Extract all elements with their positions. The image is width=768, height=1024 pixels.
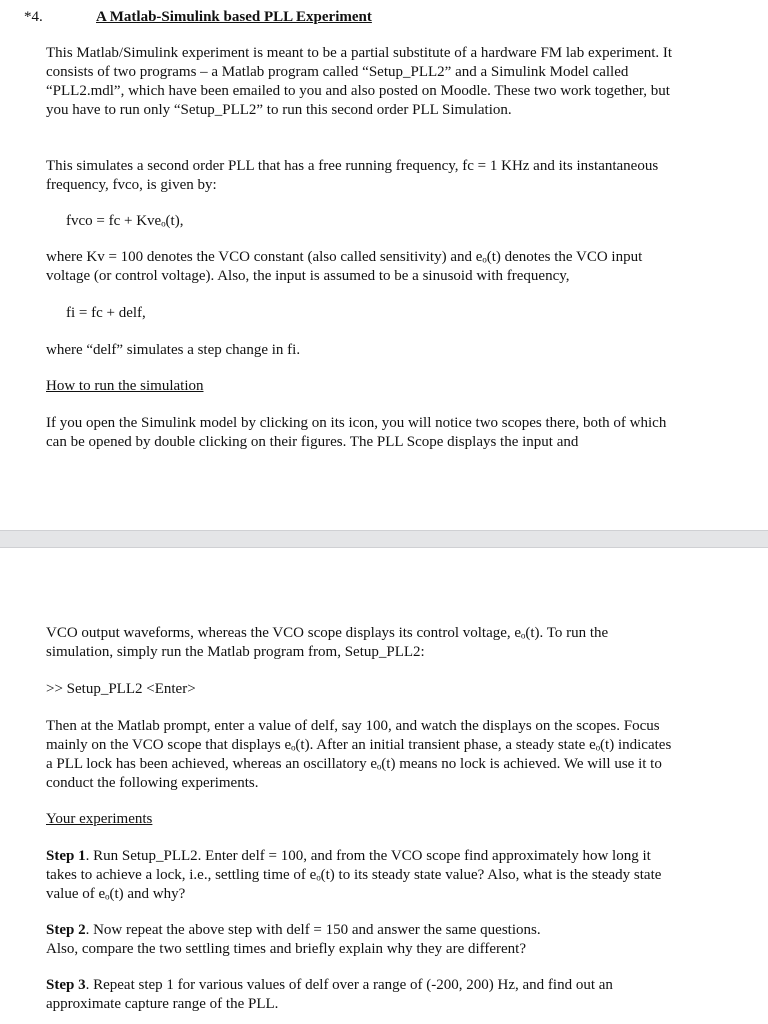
step-2-label: Step 2 <box>46 922 86 938</box>
step-3-paragraph <box>46 976 676 1014</box>
step-2-line-2: Also, compare the two settling times and briefly explain why they are different? <box>46 941 526 957</box>
command-line: >> Setup_PLL2 <Enter> <box>46 681 196 697</box>
how-to-run-heading-text: How to run the simulation <box>46 378 204 394</box>
fi-equation: fi = fc + delf, <box>66 305 146 321</box>
fvco-equation: fvco = fc + Kveₒ(t), <box>66 213 184 229</box>
step-3-text: . Repeat step 1 for various values of delf over a range of (-200, 200) Hz, and find out an approximate capture range of the PLL. <box>46 977 613 1012</box>
delf-paragraph: where “delf” simulates a step change in fi. <box>46 342 301 358</box>
then-paragraph: Then at the Matlab prompt, enter a value of delf, say 100, and watch the displays on the scopes. Focus mainly on the VCO scope that displays eₒ(t). After an initial transient phase, a steady state eₒ(t) indicates a PLL lock has been achieved, whereas an oscillatory eₒ(t) means no lock is achieved. We will use it to conduct the following experiments. <box>46 718 672 791</box>
page-separator <box>0 530 768 548</box>
step-2-line-1: . Now repeat the above step with delf = 150 and answer the same questions. <box>85 922 541 938</box>
how-to-run-heading <box>46 377 676 396</box>
step-1-text: . Run Setup_PLL2. Enter delf = 100, and from the VCO scope find approximately how long it takes to achieve a lock, i.e., settling time of eₒ(t) to its steady state value? Also, what is the steady state value of eₒ(t) and why? <box>46 848 662 902</box>
document-page-2 <box>0 548 768 1024</box>
step-2-paragraph <box>46 921 676 959</box>
simulates-paragraph: This simulates a second order PLL that has a free running frequency, fc = 1 KHz and its instantaneous frequency, fvco, is given by: <box>46 158 659 193</box>
section-number: *4. <box>24 9 43 25</box>
kv-paragraph: where Kv = 100 denotes the VCO constant (also called sensitivity) and eₒ(t) denotes the VCO input voltage (or control voltage). Also, the input is assumed to be a sinusoid with frequency, <box>46 249 643 284</box>
open-model-paragraph: If you open the Simulink model by clicking on its icon, you will notice two scopes there, both of which can be opened by double clicking on their figures. The PLL Scope displays the input and <box>46 415 667 450</box>
intro-paragraph: This Matlab/Simulink experiment is meant to be a partial substitute of a hardware FM lab experiment. It consists of two programs – a Matlab program called “Setup_PLL2” and a Simulink Model called “PLL2.mdl”, which have been emailed to you and also posted on Moodle. These two work together, but you have to run only “Setup_PLL2” to run this second order PLL Simulation. <box>46 45 673 118</box>
experiments-heading-text: Your experiments <box>46 811 153 827</box>
section-heading <box>24 8 372 27</box>
step-1-paragraph <box>46 847 676 904</box>
experiments-heading <box>46 810 676 829</box>
section-title: A Matlab-Simulink based PLL Experiment <box>96 9 372 25</box>
step-1-label: Step 1 <box>46 848 86 864</box>
continue-paragraph: VCO output waveforms, whereas the VCO scope displays its control voltage, eₒ(t). To run the simulation, simply run the Matlab program from, Setup_PLL2: <box>46 625 609 660</box>
step-3-label: Step 3 <box>46 977 86 993</box>
